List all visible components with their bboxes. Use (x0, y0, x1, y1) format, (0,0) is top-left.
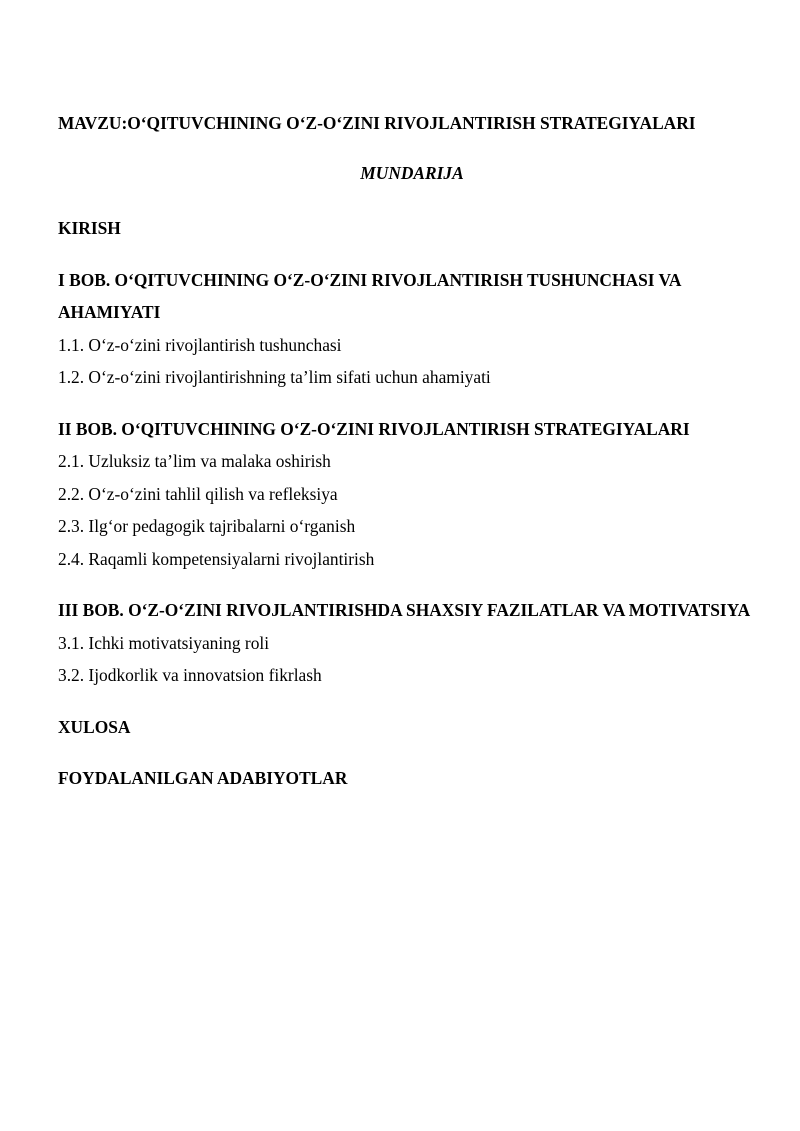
toc-section-2-3: 2.3. Ilgʻor pedagogik tajribalarni oʻrganish (58, 516, 356, 536)
toc-conclusion: XULOSA (58, 716, 131, 737)
toc-section-2-2: 2.2. Oʻz-oʻzini tahlil qilish va refleksiya (58, 483, 338, 504)
toc-chapter-2-title: II BOB. OʻQITUVCHINING OʻZ-OʻZINI RIVOJLANTIRISH STRATEGIYALARI (58, 418, 690, 439)
toc-section-1-2: 1.2. Oʻz-oʻzini rivojlantirishning ta’lim sifati uchun ahamiyati (58, 367, 491, 387)
toc-heading: MUNDARIJA (360, 163, 464, 183)
document-topic: MAVZU:OʻQITUVCHINING OʻZ-OʻZINI RIVOJLANTIRISH STRATEGIYALARI (58, 113, 696, 133)
toc-chapter-1-title: I BOB. OʻQITUVCHINING OʻZ-OʻZINI RIVOJLANTIRISH TUSHUNCHASI VA AHAMIYATI (58, 269, 681, 322)
toc-section-3-1: 3.1. Ichki motivatsiyaning roli (58, 632, 270, 653)
toc-section-2-1: 2.1. Uzluksiz ta’lim va malaka oshirish (58, 451, 331, 471)
toc-section-1-1: 1.1. Oʻz-oʻzini rivojlantirish tushunchasi (58, 334, 342, 355)
toc-references: FOYDALANILGAN ADABIYOTLAR (58, 768, 348, 788)
toc-section-2-4: 2.4. Raqamli kompetensiyalarni rivojlantirish (58, 548, 375, 569)
table-of-contents (58, 212, 758, 795)
toc-section-3-2: 3.2. Ijodkorlik va innovatsion fikrlash (58, 665, 322, 685)
toc-introduction: KIRISH (58, 218, 121, 238)
toc-chapter-3-title: III BOB. OʻZ-OʻZINI RIVOJLANTIRISHDA SHAXSIY FAZILATLAR VA MOTIVATSIYA (58, 600, 751, 620)
